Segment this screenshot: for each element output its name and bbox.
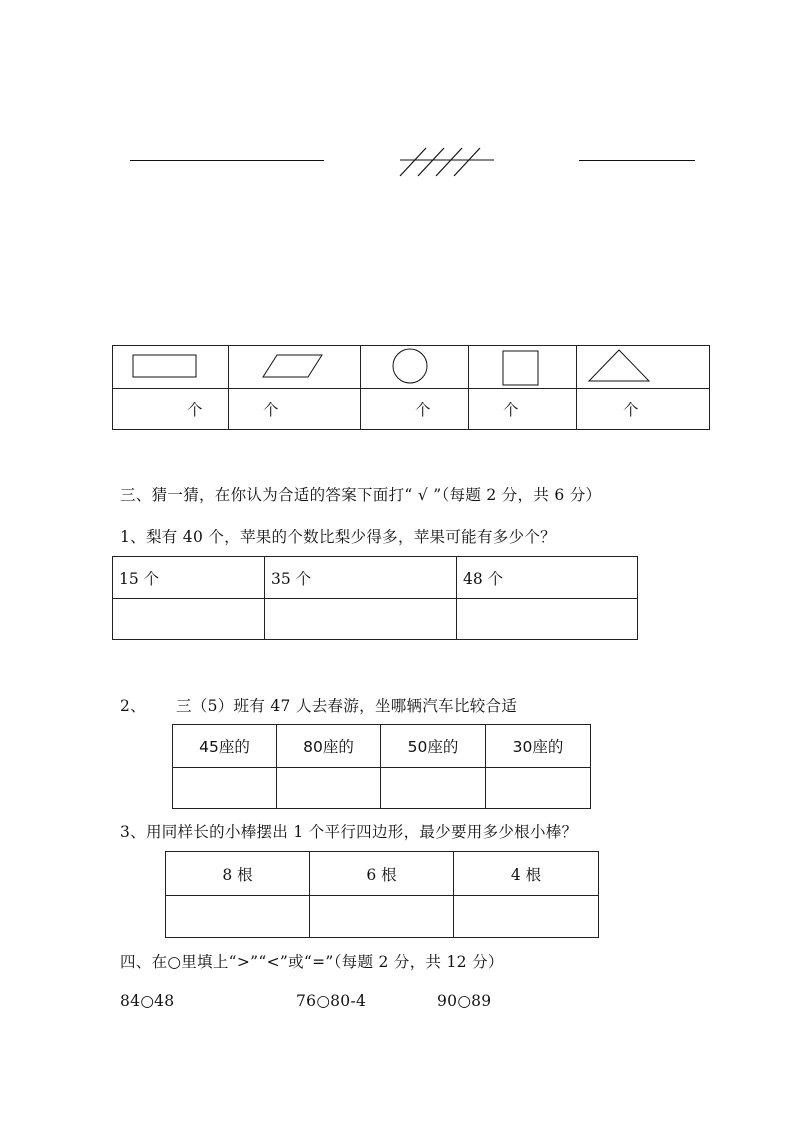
q2-answer-cell[interactable] [277,768,381,809]
q3-option: 6 根 [310,852,454,896]
q3-text: 3、用同样长的小棒摆出 1 个平行四边形，最少要用多少根小棒？ [120,823,578,841]
straight-line-right [579,160,695,161]
straight-line-left [130,160,324,161]
unit-label: 个 [503,401,519,419]
count-cell[interactable] [469,389,577,430]
q2-option: 80座的 [277,725,381,768]
q2-answer-cell[interactable] [173,768,277,809]
unit-label: 个 [623,401,639,419]
hatched-line [396,142,496,180]
q2-answer-cell[interactable] [381,768,486,809]
shape-cell [577,346,710,389]
q1-answer-cell[interactable] [457,599,638,640]
q1-options-table [112,556,638,640]
q3-option: 8 根 [166,852,310,896]
q3-answer-cell[interactable] [310,896,454,938]
compare-item[interactable]: 76○80-4 [296,992,367,1010]
q2-option: 50座的 [381,725,486,768]
compare-item[interactable]: 90○89 [437,992,492,1010]
q1-option: 48 个 [457,557,638,599]
count-cell[interactable] [361,389,469,430]
q1-answer-cell[interactable] [113,599,265,640]
q3-options-table [165,851,599,938]
q1-text: 1、梨有 40 个，苹果的个数比梨少得多，苹果可能有多少个？ [120,528,556,546]
q2-number: 2、 [120,697,146,715]
shape-cell [361,346,469,389]
rectangle-icon [113,346,229,388]
q2-option: 45座的 [173,725,277,768]
count-cell[interactable] [577,389,710,430]
q1-option: 15 个 [113,557,265,599]
section4-heading: 四、在○里填上“>”“<”或“=”（每题 2 分，共 12 分） [120,953,504,971]
q2-answer-cell[interactable] [486,768,591,809]
circle-icon [361,346,469,388]
unit-label: 个 [415,401,431,419]
count-cell[interactable] [229,389,361,430]
unit-label: 个 [187,401,203,419]
shape-cell [113,346,229,389]
q2-text: 三（5）班有 47 人去春游，坐哪辆汽车比较合适 [176,697,518,715]
q1-answer-cell[interactable] [265,599,457,640]
section3-heading: 三、猜一猜，在你认为合适的答案下面打“ √ ”（每题 2 分，共 6 分） [120,486,602,504]
compare-item[interactable]: 84○48 [120,992,175,1010]
q2-options-table [172,724,591,809]
q1-option: 35 个 [265,557,457,599]
shapes-count-table [112,345,710,430]
square-icon [469,346,577,388]
shape-cell [229,346,361,389]
count-cell[interactable] [113,389,229,430]
shape-cell [469,346,577,389]
unit-label: 个 [263,401,279,419]
parallelogram-icon [229,346,361,388]
q3-option: 4 根 [454,852,599,896]
q3-answer-cell[interactable] [454,896,599,938]
triangle-icon [577,346,710,388]
q3-answer-cell[interactable] [166,896,310,938]
q2-option: 30座的 [486,725,591,768]
